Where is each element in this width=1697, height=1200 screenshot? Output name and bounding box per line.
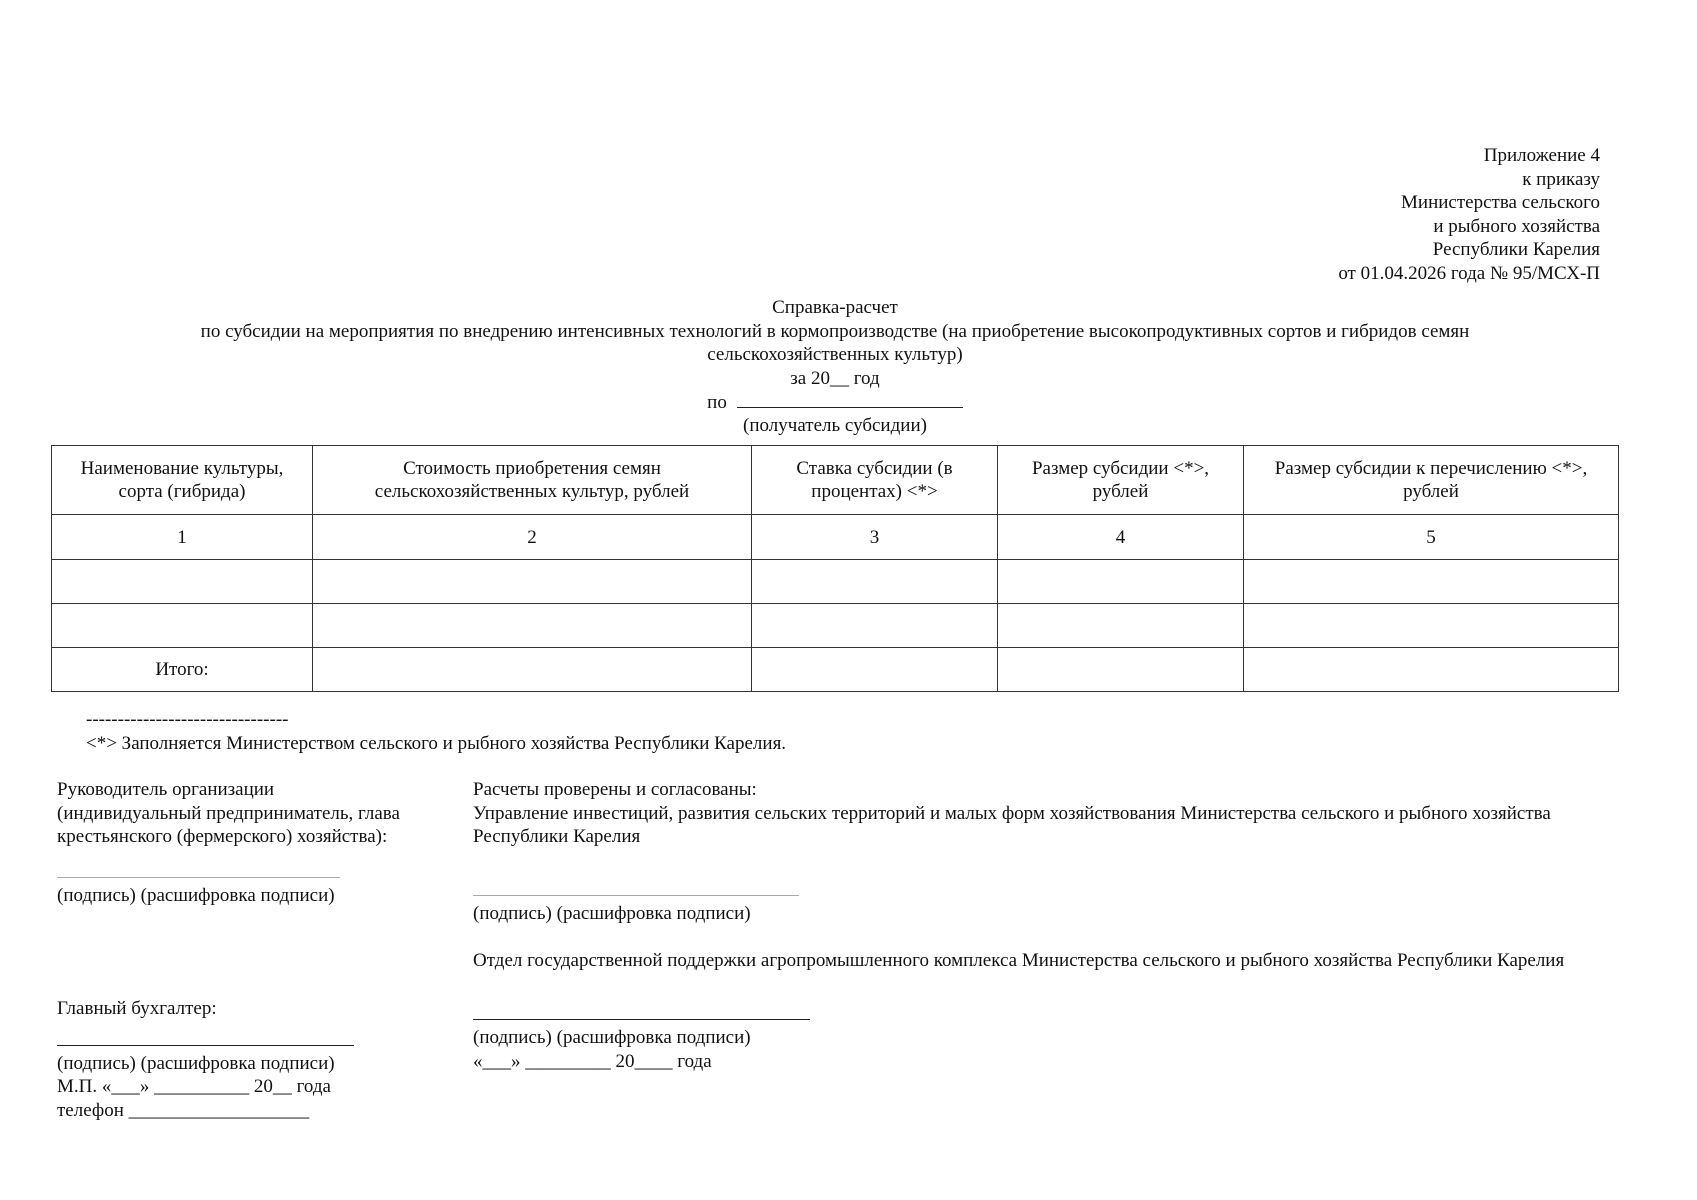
- signature-caption: (подпись) (расшифровка подписи): [57, 1052, 335, 1074]
- head-title: (индивидуальный предприниматель, глава: [57, 802, 400, 824]
- signature-caption: (подпись) (расшифровка подписи): [473, 1027, 751, 1048]
- organization-signatures: [57, 778, 457, 1122]
- approval-signatures: [473, 778, 1613, 1073]
- footnote-block: [86, 708, 786, 755]
- signature-caption: (подпись) (расшифровка подписи): [473, 902, 751, 924]
- table-cell[interactable]: [313, 560, 752, 604]
- table-cell[interactable]: [313, 648, 752, 692]
- department-name: Отдел государственной поддержки агропромышленного комплекса Министерства сельского и рыбного хозяйства Республики Карелия: [473, 949, 1565, 971]
- column-number-row: [52, 515, 1619, 560]
- appendix-line: Приложение 4: [1483, 145, 1600, 166]
- footnote-text: <*> Заполняется Министерством сельского и рыбного хозяйства Республики Карелия.: [86, 732, 787, 754]
- signature-caption: (подпись) (расшифровка подписи): [57, 884, 335, 906]
- head-title: крестьянского (фермерского) хозяйства):: [57, 826, 388, 847]
- calculation-table: [51, 445, 1619, 692]
- table-cell[interactable]: [998, 604, 1244, 648]
- appendix-line: от 01.04.2026 года № 95/МСХ-П: [1338, 262, 1600, 284]
- table-cell[interactable]: [998, 560, 1244, 604]
- table-cell[interactable]: [52, 560, 313, 604]
- table-cell[interactable]: [1244, 604, 1619, 648]
- column-number: 1: [52, 515, 313, 560]
- for-label: по: [707, 392, 727, 413]
- head-signature-line[interactable]: [57, 863, 340, 878]
- table-cell[interactable]: [313, 604, 752, 648]
- column-number: 2: [313, 515, 752, 560]
- table-cell[interactable]: [1244, 560, 1619, 604]
- table-cell[interactable]: [1244, 648, 1619, 692]
- document-subtitle: по субсидии на мероприятия по внедрению интенсивных технологий в кормопроизводстве (на приобретение высокопродуктивных сортов и гибридов семян: [200, 320, 1470, 342]
- checked-title: Расчеты проверены и согласованы:: [473, 779, 757, 800]
- column-header: Размер субсидии <*>, рублей: [998, 446, 1244, 515]
- accountant-signature-line[interactable]: [57, 1031, 354, 1046]
- recipient-caption: (получатель субсидии): [743, 414, 927, 436]
- department-name: Управление инвестиций, развития сельских территорий и малых форм хозяйствования Министерства сельского и рыбного хозяйства Республики Карелия: [473, 802, 1551, 847]
- document-subtitle: сельскохозяйственных культур): [707, 344, 963, 365]
- table-cell[interactable]: [52, 604, 313, 648]
- table-header-row: [52, 446, 1619, 515]
- head-title: Руководитель организации: [57, 779, 275, 800]
- column-header: Наименование культуры, сорта (гибрида): [52, 446, 313, 515]
- column-header: Ставка субсидии (в процентах) <*>: [752, 446, 998, 515]
- approval-date-line: «___» _________ 20____ года: [473, 1050, 712, 1072]
- document-title: Справка-расчет: [772, 297, 898, 318]
- appendix-block: [1100, 144, 1600, 285]
- column-number: 5: [1244, 515, 1619, 560]
- total-label: Итого:: [52, 648, 313, 692]
- document-heading: [60, 296, 1610, 437]
- stamp-date-line: М.П. «___» __________ 20__ года: [57, 1076, 331, 1097]
- appendix-line: Министерства сельского: [1401, 192, 1600, 213]
- column-header: Стоимость приобретения семян сельскохозяйственных культур, рублей: [313, 446, 752, 515]
- department-signature-line[interactable]: [473, 996, 810, 1021]
- appendix-line: и рыбного хозяйства: [1433, 215, 1600, 237]
- table-row: [52, 604, 1619, 648]
- table-cell[interactable]: [998, 648, 1244, 692]
- accountant-title: Главный бухгалтер:: [57, 998, 217, 1019]
- table-row: [52, 560, 1619, 604]
- year-line: за 20__ год: [790, 367, 880, 389]
- appendix-line: к приказу: [1522, 168, 1600, 190]
- appendix-line: Республики Карелия: [1432, 239, 1600, 260]
- recipient-field[interactable]: [737, 390, 963, 408]
- column-header: Размер субсидии к перечислению <*>, рублей: [1244, 446, 1619, 515]
- recipient-line: [60, 390, 1610, 414]
- footnote-separator: --------------------------------: [86, 709, 289, 730]
- table-cell[interactable]: [752, 648, 998, 692]
- table-cell[interactable]: [752, 604, 998, 648]
- total-row: [52, 648, 1619, 692]
- table-cell[interactable]: [752, 560, 998, 604]
- column-number: 3: [752, 515, 998, 560]
- column-number: 4: [998, 515, 1244, 560]
- department-signature-line[interactable]: [473, 871, 799, 896]
- phone-line: телефон ___________________: [57, 1099, 310, 1121]
